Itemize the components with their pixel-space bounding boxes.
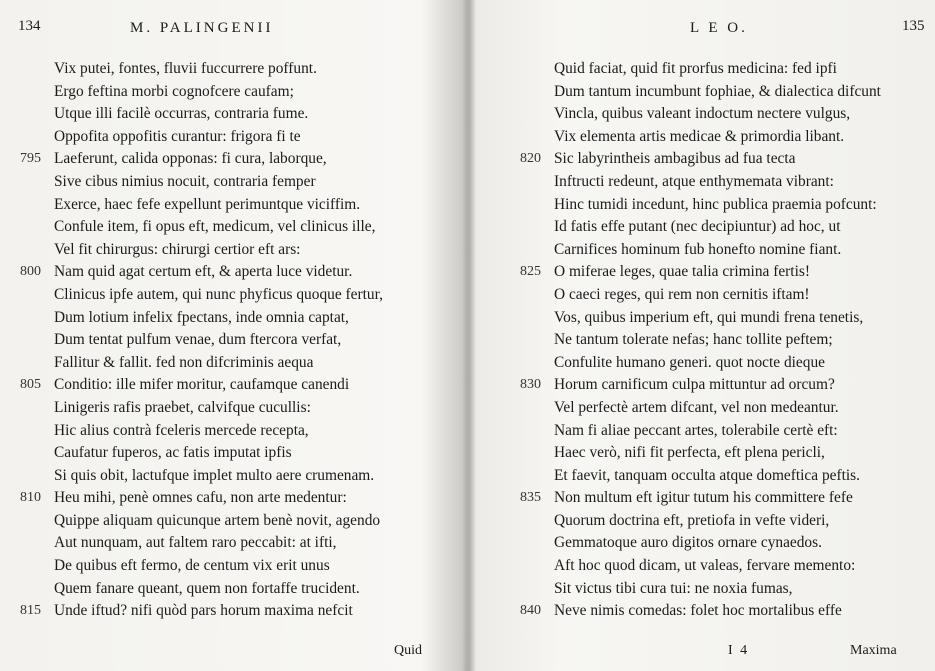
left-page-number: 134	[18, 18, 41, 34]
verse-line	[476, 420, 935, 443]
verse-text: Sic labyrintheis ambagibus ad fua tecta	[554, 150, 796, 168]
verse-text: Vel fit chirurgus: chirurgi certior eft ars:	[54, 240, 301, 258]
verse-line	[0, 171, 465, 194]
verse-text: Quem fanare queant, quem non fortaffe trucident.	[54, 579, 360, 597]
line-number: 805	[20, 377, 41, 393]
verse-text: Ne tantum tolerate nefas; hanc tollite peftem;	[554, 331, 833, 349]
verse-line	[0, 397, 465, 420]
verse-text: Si quis obit, lactufque implet multo aere crumenam.	[54, 466, 375, 484]
verse-line	[0, 465, 465, 488]
verse-text: Vel perfectè artem difcant, vel non medeantur.	[554, 398, 839, 416]
verse-line	[476, 555, 935, 578]
verse-text: Utque illi facilè occurras, contraria fume.	[54, 105, 309, 123]
line-number: 830	[520, 377, 541, 393]
left-catchword: Quid	[394, 643, 422, 658]
verse-line	[476, 397, 935, 420]
verse-text: Aut nunquam, aut faltem raro peccabit: at ifti,	[54, 534, 337, 552]
verse-text: O miferae leges, quae talia crimina fertis!	[554, 263, 810, 281]
verse-text: Gemmatoque auro digitos ornare cynaedos.	[554, 534, 822, 552]
verse-text: Ergo feftina morbi cognofcere caufam;	[54, 82, 294, 100]
verse-line	[476, 532, 935, 555]
verse-text: O caeci reges, qui rem non cernitis iftam!	[554, 285, 810, 303]
right-page-number: 135	[902, 18, 925, 34]
verse-text: Quid faciat, quid fit prorfus medicina: fed ipfi	[554, 60, 837, 77]
verse-text: Horum carnificum culpa mittuntur ad orcum?	[554, 376, 835, 394]
verse-text: Inftructi redeunt, atque enthymemata vibrant:	[554, 172, 834, 190]
verse-text: Et faevit, tanquam occulta atque domeftica peftis.	[554, 466, 860, 484]
verse-line	[476, 578, 935, 601]
verse-text: Confule item, fi opus eft, medicum, vel clinicus ille,	[54, 218, 376, 236]
verse-line	[0, 329, 465, 352]
verse-line	[0, 352, 465, 375]
verse-text: Non multum eft igitur tutum his committere fefe	[554, 489, 853, 507]
verse-line	[0, 555, 465, 578]
verse-text: De quibus eft fermo, de centum vix erit unus	[54, 557, 330, 575]
line-number: 820	[520, 151, 541, 167]
verse-text: Carnifices hominum fub honefto nomine fiant.	[554, 240, 842, 258]
right-verse-block	[476, 58, 935, 623]
verse-line	[0, 578, 465, 601]
verse-line	[476, 487, 935, 510]
verse-line	[0, 148, 465, 171]
verse-line	[0, 532, 465, 555]
line-number: 825	[520, 264, 541, 280]
verse-line	[476, 261, 935, 284]
verse-line	[476, 239, 935, 262]
verse-line	[0, 58, 465, 81]
verse-line	[476, 194, 935, 217]
verse-text: Dum tentat pulfum venae, dum ftercora verfat,	[54, 331, 342, 349]
verse-line	[0, 600, 465, 623]
verse-text: Vos, quibus imperium eft, qui mundi frena tenetis,	[554, 308, 864, 326]
verse-line	[0, 194, 465, 217]
verse-text: Quippe aliquam quicunque artem benè novit, agendo	[54, 511, 381, 529]
verse-text: Exerce, haec fefe expellunt perimuntque viciffim.	[54, 195, 361, 213]
verse-line	[0, 307, 465, 330]
line-number: 800	[20, 264, 41, 280]
verse-text: Oppofita oppofitis curantur: frigora fi te	[54, 127, 301, 145]
verse-text: Vix elementa artis medicae & primordia libant.	[554, 127, 845, 145]
verse-text: Aft hoc quod dicam, ut valeas, fervare memento:	[554, 557, 856, 575]
right-running-head: L E O.	[690, 20, 748, 36]
verse-text: Clinicus ipfe autem, qui nunc phyficus quoque fertur,	[54, 285, 383, 303]
verse-line	[476, 329, 935, 352]
verse-text: Unde iftud? nifi quòd pars horum maxima nefcit	[54, 602, 353, 620]
verse-line	[476, 307, 935, 330]
verse-line	[0, 239, 465, 262]
verse-text: Confulite humano generi. quot nocte dieque	[554, 353, 825, 371]
verse-text: Dum lotium infelix fpectans, inde omnia captat,	[54, 308, 349, 326]
verse-text: Neve nimis comedas: folet hoc mortalibus effe	[554, 602, 842, 620]
verse-line	[476, 284, 935, 307]
verse-text: Haec verò, nifi fit perfecta, eft plena pericli,	[554, 444, 825, 462]
verse-line	[0, 261, 465, 284]
right-catchword: Maxima	[850, 643, 897, 658]
verse-line	[476, 352, 935, 375]
left-page	[0, 0, 465, 671]
verse-text: Id fatis effe putant (nec decipiuntur) ad hoc, ut	[554, 218, 841, 236]
verse-text: Quorum doctrina eft, pretiofa in vefte videri,	[554, 511, 830, 529]
verse-line	[476, 510, 935, 533]
verse-line	[0, 510, 465, 533]
verse-line	[476, 126, 935, 149]
verse-line	[476, 374, 935, 397]
verse-text: Heu mihi, penè omnes cafu, non arte medentur:	[54, 489, 347, 507]
verse-text: Vix putei, fontes, fluvii fuccurrere poffunt.	[54, 60, 317, 77]
verse-line	[476, 103, 935, 126]
verse-line	[476, 148, 935, 171]
left-verse-block	[0, 58, 465, 623]
verse-line	[0, 103, 465, 126]
verse-text: Hinc tumidi incedunt, hinc publica praemia pofcunt:	[554, 195, 877, 213]
right-signature-mark: I 4	[728, 643, 750, 658]
verse-line	[476, 465, 935, 488]
verse-line	[0, 81, 465, 104]
verse-line	[476, 171, 935, 194]
verse-line	[476, 600, 935, 623]
verse-line	[0, 374, 465, 397]
right-page	[476, 0, 935, 671]
verse-text: Nam fi aliae peccant artes, tolerabile certè eft:	[554, 421, 838, 439]
verse-text: Nam quid agat certum eft, & aperta luce videtur.	[54, 263, 353, 281]
verse-line	[476, 216, 935, 239]
verse-text: Sit victus tibi cura tui: ne noxia fumas,	[554, 579, 793, 597]
verse-line	[0, 126, 465, 149]
verse-line	[476, 442, 935, 465]
verse-text: Dum tantum incumbunt fophiae, & dialectica difcunt	[554, 82, 881, 100]
line-number: 840	[520, 603, 541, 619]
verse-line	[0, 216, 465, 239]
line-number: 810	[20, 490, 41, 506]
verse-text: Linigeris rafis praebet, calvifque cucullis:	[54, 398, 311, 416]
verse-text: Hic alius contrà fceleris mercede recepta,	[54, 421, 309, 439]
verse-text: Conditio: ille mifer moritur, caufamque canendi	[54, 376, 350, 394]
verse-text: Laeferunt, calida opponas: fi cura, laborque,	[54, 150, 327, 168]
line-number: 835	[520, 490, 541, 506]
verse-line	[0, 442, 465, 465]
line-number: 815	[20, 603, 41, 619]
line-number: 795	[20, 151, 41, 167]
verse-line	[0, 487, 465, 510]
verse-text: Sive cibus nimius nocuit, contraria femper	[54, 172, 316, 190]
verse-text: Caufatur fuperos, ac fatis imputat ipfis	[54, 444, 292, 462]
verse-line	[476, 58, 935, 81]
left-running-head: M. PALINGENII	[130, 20, 274, 36]
verse-text: Vincla, quibus valeant indoctum nectere vulgus,	[554, 105, 851, 123]
verse-line	[476, 81, 935, 104]
verse-line	[0, 420, 465, 443]
verse-text: Fallitur & fallit. fed non difcriminis aequa	[54, 353, 314, 371]
verse-line	[0, 284, 465, 307]
